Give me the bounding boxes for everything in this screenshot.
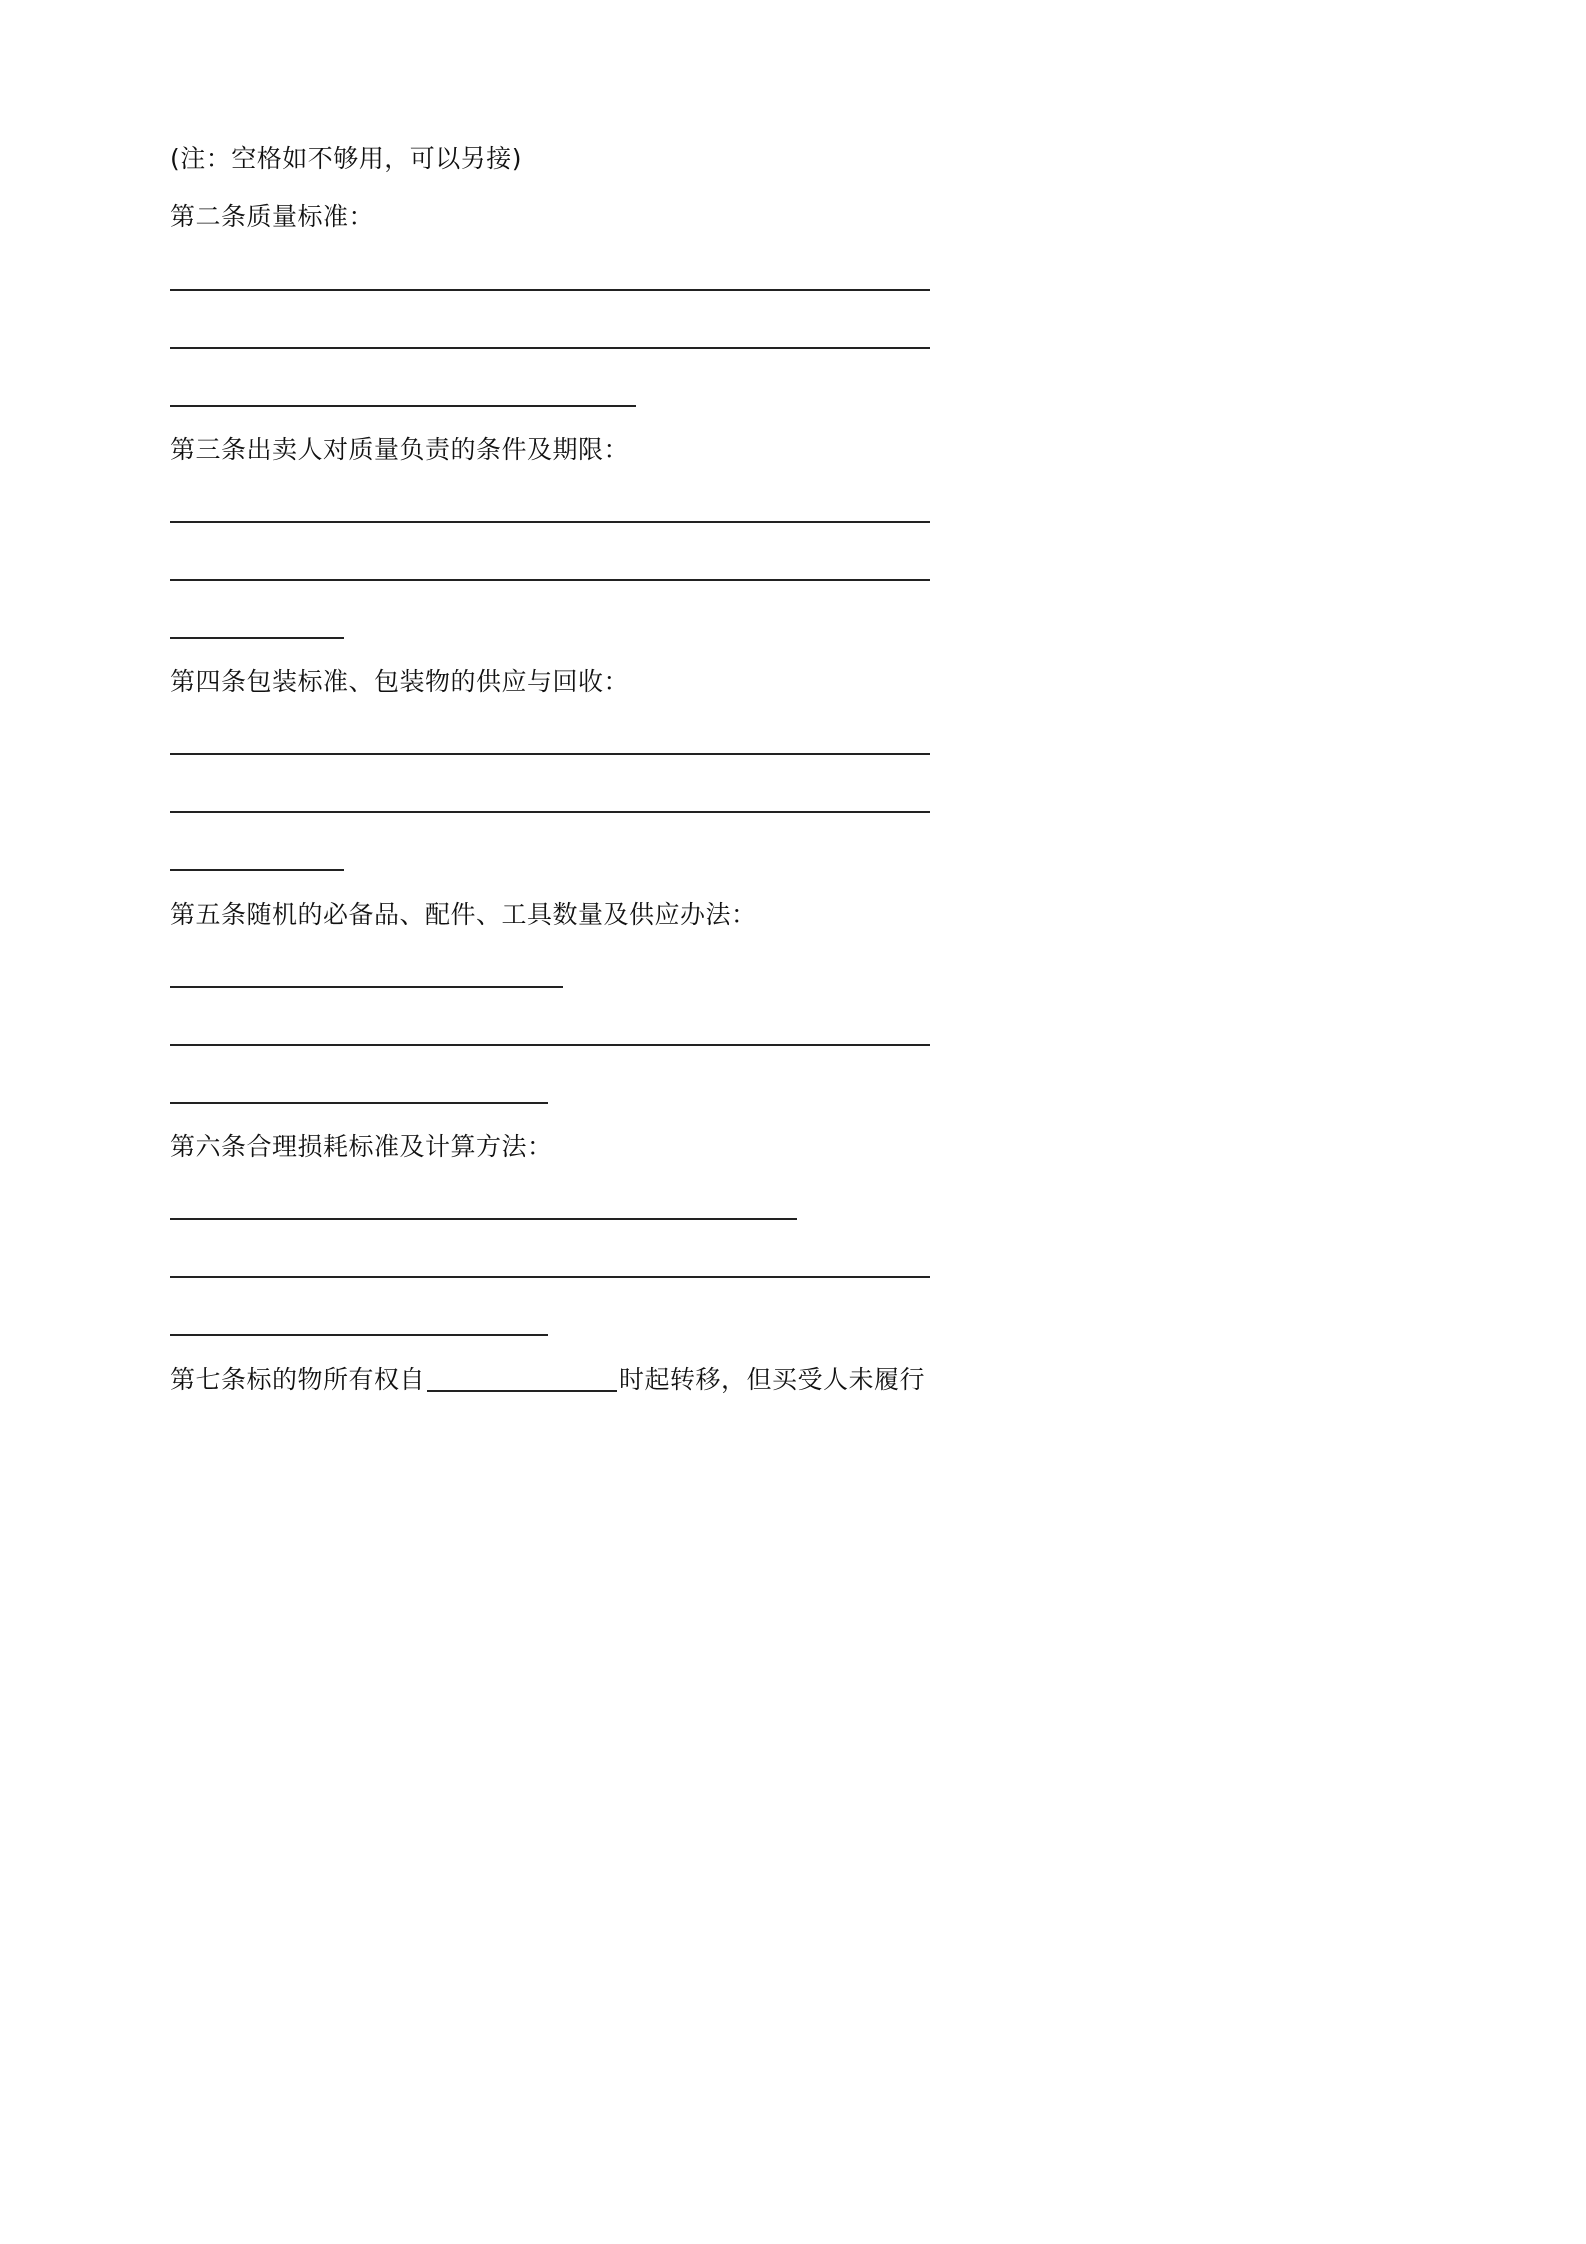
- fill-in-blank-line[interactable]: [170, 1044, 930, 1046]
- fill-in-blank-line[interactable]: [170, 1102, 548, 1104]
- article-7-line: [170, 1363, 925, 1397]
- fill-in-blank-line[interactable]: [170, 405, 636, 407]
- section-heading-accessories: 第五条随机的必备品、配件、工具数量及供应办法：: [170, 900, 757, 929]
- fill-in-blank-line[interactable]: [170, 1276, 930, 1278]
- ownership-transfer-time-blank[interactable]: [427, 1390, 617, 1392]
- fill-in-blank-line[interactable]: [170, 521, 930, 523]
- article-7-text-after: 时起转移，但买受人未履行: [619, 1365, 926, 1394]
- document-page: [0, 0, 1100, 1556]
- fill-in-blank-line[interactable]: [170, 753, 930, 755]
- section-heading-packaging: 第四条包装标准、包装物的供应与回收：: [170, 667, 630, 696]
- section-heading-quality-standard: 第二条质量标准：: [170, 202, 375, 231]
- fill-in-blank-line[interactable]: [170, 289, 930, 291]
- fill-in-blank-line[interactable]: [170, 986, 563, 988]
- fill-in-blank-line[interactable]: [170, 1334, 548, 1336]
- fill-in-blank-line[interactable]: [170, 637, 344, 639]
- section-heading-quality-responsibility: 第三条出卖人对质量负责的条件及期限：: [170, 435, 630, 464]
- note-text: (注：空格如不够用，可以另接): [170, 144, 523, 173]
- fill-in-blank-line[interactable]: [170, 869, 344, 871]
- fill-in-blank-line[interactable]: [170, 579, 930, 581]
- article-7-text-before: 第七条标的物所有权自: [170, 1365, 426, 1394]
- fill-in-blank-line[interactable]: [170, 1218, 797, 1220]
- fill-in-blank-line[interactable]: [170, 811, 930, 813]
- fill-in-blank-line[interactable]: [170, 347, 930, 349]
- section-heading-loss-standard: 第六条合理损耗标准及计算方法：: [170, 1132, 553, 1161]
